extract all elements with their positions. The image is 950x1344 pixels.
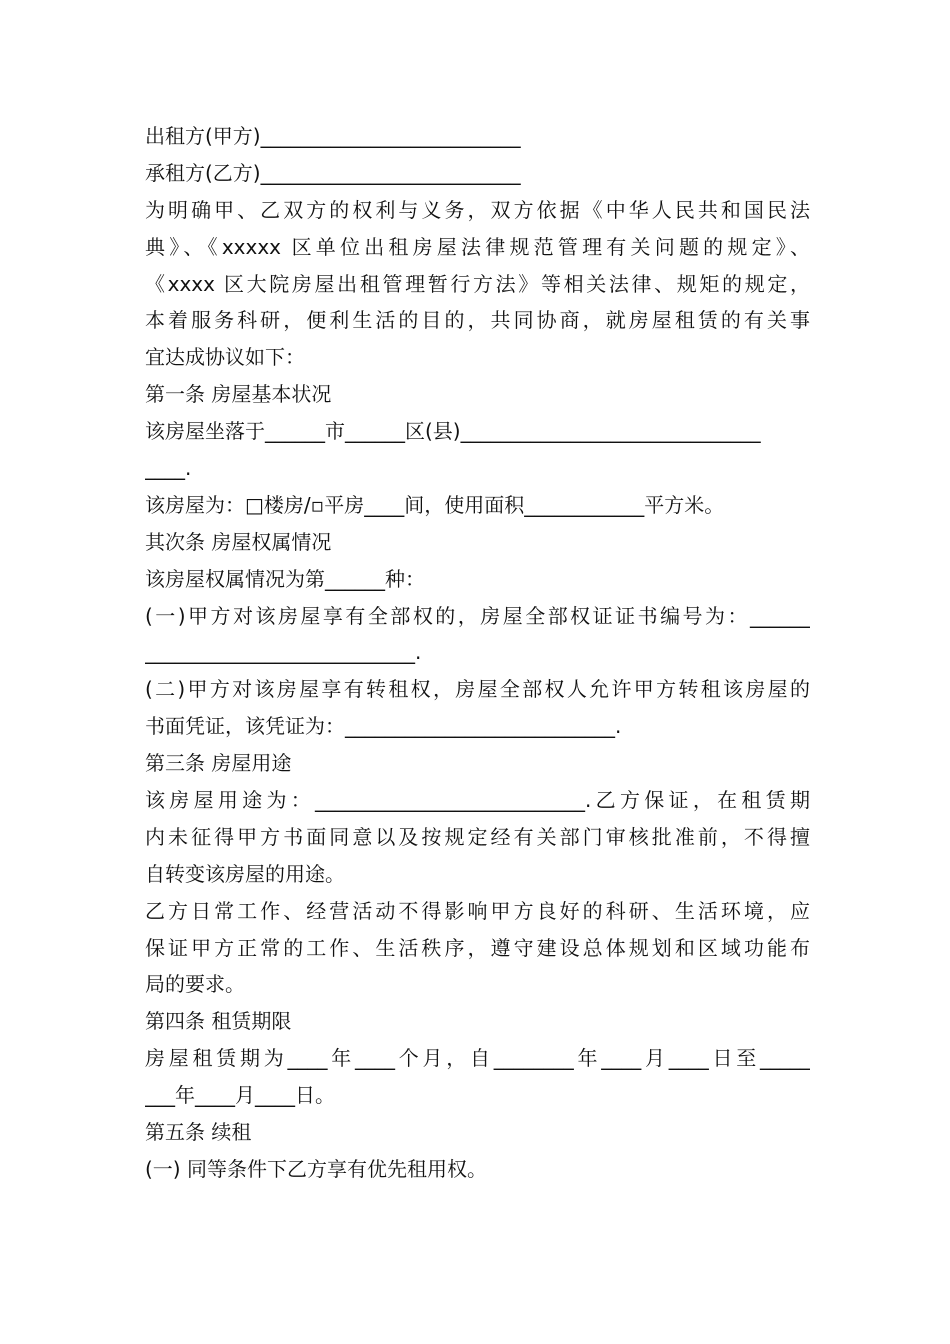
article-2-item-2-line-2: 书面凭证，该凭证为：___________________________.	[145, 714, 622, 739]
article-4-term-line-2: ___年____月____日。	[145, 1083, 335, 1108]
article-1-heading: 第一条 房屋基本状况	[145, 382, 332, 407]
preamble-line-3: 《xxxx 区大院房屋出租管理暂行方法》等相关法律、规矩的规定，	[145, 271, 810, 296]
article-3-heading: 第三条 房屋用途	[145, 751, 292, 776]
article-3-usage-line-3: 自转变该房屋的用途。	[145, 861, 345, 886]
article-2-item-2-line-1: (二)甲方对该房屋享有转租权，房屋全部权人允许甲方转租该房屋的	[145, 677, 810, 702]
lessee-line: 承租方(乙方)__________________________	[145, 160, 521, 185]
preamble-line-5: 宜达成协议如下：	[145, 345, 305, 370]
article-1-location-line-1: 该房屋坐落于______市______区(县)______________________________	[145, 419, 761, 444]
article-2-heading: 其次条 房屋权属情况	[145, 529, 332, 554]
article-3-conduct-line-2: 保证甲方正常的工作、生活秩序，遵守建设总体规划和区域功能布	[145, 935, 810, 960]
article-4-heading: 第四条 租赁期限	[145, 1009, 292, 1034]
article-1-type-area: 该房屋为：□楼房/▫平房____间，使用面积____________平方米。	[145, 492, 725, 517]
article-3-conduct-line-1: 乙方日常工作、经营活动不得影响甲方良好的科研、生活环境，应	[145, 898, 810, 923]
article-3-usage-line-1: 该房屋用途为：___________________________.乙方保证，在租赁期	[145, 788, 810, 813]
article-3-conduct-line-3: 局的要求。	[145, 972, 245, 997]
article-5-item-1: (一) 同等条件下乙方享有优先租用权。	[145, 1156, 487, 1181]
article-1-location-line-2: ____.	[145, 456, 192, 481]
article-5-heading: 第五条 续租	[145, 1120, 252, 1145]
preamble-line-4: 本着服务科研，便利生活的目的，共同协商，就房屋租赁的有关事	[145, 308, 810, 333]
preamble-line-2: 典》、《xxxxx 区单位出租房屋法律规范管理有关问题的规定》、	[145, 234, 810, 259]
contract-document	[145, 118, 810, 1188]
lessor-line: 出租方(甲方)__________________________	[145, 124, 521, 148]
article-4-term-line-1: 房屋租赁期为____年____个月，自________年____月____日至_____	[145, 1046, 810, 1071]
article-2-item-1-line-2: ___________________________.	[145, 640, 422, 665]
article-2-item-1-line-1: (一)甲方对该房屋享有全部权的，房屋全部权证证书编号为：______	[145, 603, 810, 628]
preamble-line-1: 为明确甲、乙双方的权利与义务，双方依据《中华人民共和国民法	[145, 197, 810, 222]
article-2-ownership-type: 该房屋权属情况为第______种：	[145, 566, 425, 591]
article-3-usage-line-2: 内未征得甲方书面同意以及按规定经有关部门审核批准前，不得擅	[145, 824, 810, 849]
